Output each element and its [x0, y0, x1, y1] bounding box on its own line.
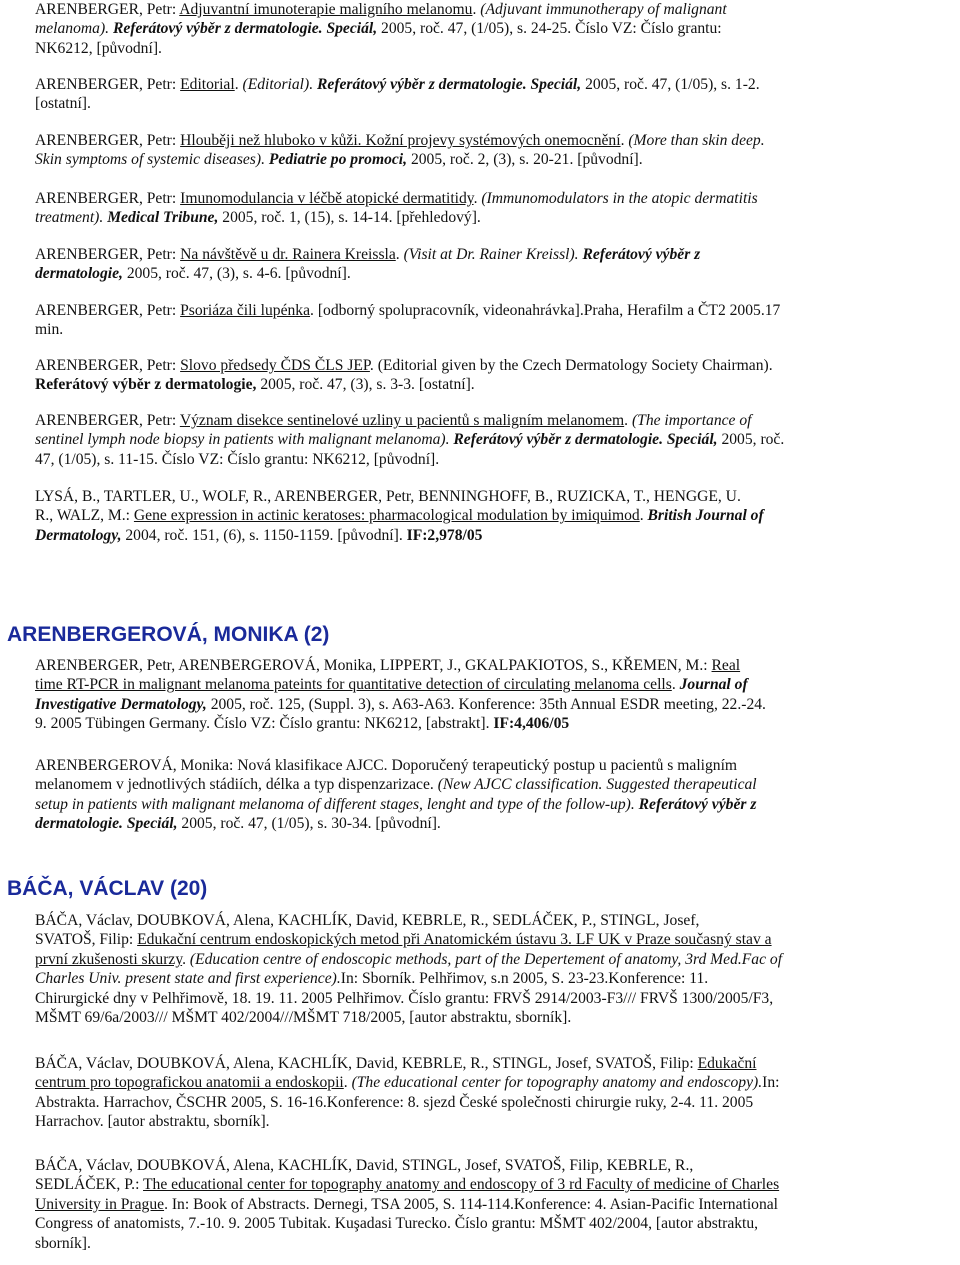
bibliography-entry	[35, 245, 953, 284]
bibliography-entry	[35, 1156, 953, 1253]
journal-name: British Journal of Dermatology,	[35, 507, 764, 544]
entry-text: 2005, roč. 2, (3), s. 20-21. [původní].	[407, 151, 643, 169]
journal-name: Referátový výběr z dermatologie. Speciál,	[112, 20, 378, 38]
title-link[interactable]: Na návštěvě u dr. Rainera Kreissla	[180, 246, 396, 263]
entry-text: 2005, roč. 47, (1/05), s. 11-15. Číslo VZ: Číslo grantu: NK6212, [původní].	[35, 431, 785, 468]
entry-text: ARENBERGER, Petr:	[35, 132, 181, 149]
journal-name: Journal of Investigative Dermatology,	[35, 676, 748, 713]
entry-text: 2005, roč. 47, (3), s. 3-3. [ostatní].	[256, 376, 475, 394]
entry-text: .	[473, 190, 482, 207]
title-link[interactable]: Hlouběji než hluboko v kůži. Kožní projevy systémových onemocnění	[180, 132, 621, 149]
journal-name: Referátový výběr z dermatologie. Speciál,	[35, 795, 757, 833]
english-title: (Education centre of endoscopic methods, part of the Depertement of anatomy, 3rd Med.Fac of Charles Univ. present state and first experience).	[35, 950, 783, 988]
journal-name: Medical Tribune,	[107, 209, 219, 227]
title-link[interactable]: Edukační centrum pro topografickou anatomii a endoskopii	[35, 1055, 757, 1092]
bibliography-entry	[35, 911, 953, 1027]
entry-text: BÁČA, Václav, DOUBKOVÁ, Alena, KACHLÍK, David, KEBRLE, R., SEDLÁČEK, P., STINGL, Josef, SVATOŠ, Filip:	[35, 912, 700, 949]
entry-text: 2005, roč. 47, (1/05), s. 30-34. [původní].	[177, 815, 441, 833]
entry-text: ARENBERGER, Petr:	[35, 190, 181, 207]
entry-text: . (Editorial given by the Czech Dermatology Society Chairman).	[369, 357, 773, 374]
entry-text: ARENBERGER, Petr, ARENBERGEROVÁ, Monika, LIPPERT, J., GKALPAKIOTOS, S., KŘEMEN, M.:	[35, 657, 712, 674]
entry-text: ARENBERGER, Petr:	[35, 357, 181, 374]
bibliography-entry	[35, 487, 953, 545]
entry-text: .	[343, 1074, 352, 1092]
title-link[interactable]: Imunomodulancia v léčbě atopické dermatitidy	[180, 190, 474, 207]
bibliography-entry	[35, 356, 953, 395]
entry-text: .	[639, 507, 648, 525]
title-link[interactable]: Real time RT-PCR in malignant melanoma pateints for quantitative detection of circulating melanoma cells	[35, 657, 741, 694]
entry-text: .	[234, 76, 243, 93]
title-link[interactable]: Gene expression in actinic keratoses: pharmacological modulation by imiquimod	[133, 507, 640, 525]
entry-text: .	[182, 950, 190, 968]
entry-text: .	[472, 1, 481, 18]
entry-text: In: Abstrakta. Harrachov, ČSCHR 2005, S. 16-16.Konference: 8. sjezd České společnosti chirurgie ruky, 2-4. 11. 2005 Harrachov. [autor abstraktu, sborník].	[35, 1074, 780, 1131]
entry-text: 2005, roč. 47, (3), s. 4-6. [původní].	[122, 265, 351, 283]
english-title: (The importance of sentinel lymph node biopsy in patients with malignant melanoma).	[35, 412, 752, 449]
title-link[interactable]: Adjuvantní imunoterapie maligního melanomu	[179, 1, 473, 18]
entry-text: .	[620, 132, 629, 149]
journal-name: Referátový výběr z dermatologie. Speciál,	[317, 76, 582, 93]
entry-text: BÁČA, Václav, DOUBKOVÁ, Alena, KACHLÍK, David, STINGL, Josef, SVATOŠ, Filip, KEBRLE, R., SEDLÁČEK, P.:	[35, 1157, 694, 1194]
english-title: (Visit at Dr. Rainer Kreissl).	[403, 246, 583, 263]
bibliography-entry	[35, 656, 953, 734]
entry-text: In: Sborník. Pelhřimov, s.n 2005, S. 23-23.Konference: 11. Chirurgické dny v Pelhřimově, 18. 19. 11. 2005 Pelhřimov. Číslo grantu: FRVŠ 2914/2003-F3/// FRVŠ 1300/2005/F3, MŠMT 69/6a/2003/// MŠMT 402/2004///MŠMT 718/2005, [autor abstraktu, sborník].	[35, 970, 774, 1027]
entry-text: 2004, roč. 151, (6), s. 1150-1159. [původní].	[121, 526, 407, 544]
bibliography-entry	[35, 301, 953, 340]
title-link[interactable]: Edukační centrum endoskopických metod při Anatomickém ústavu 3. LF UK v Praze současný stav a první zkušenosti skurzy	[35, 931, 772, 968]
entry-text: .	[671, 676, 680, 694]
bold-text: IF:4,406/05	[493, 715, 570, 733]
english-title: (Editorial).	[242, 76, 317, 93]
entry-text: ARENBERGER, Petr:	[35, 412, 180, 429]
entry-text: ARENBERGEROVÁ, Monika: Nová klasifikace AJCC. Doporučený terapeutický postup u pacientů s maligním melanomem v jednotlivých stádiích, délka a typ dispenzarizace.	[35, 757, 738, 794]
bibliography-entry	[35, 411, 953, 469]
bibliography-entry	[35, 75, 953, 114]
journal-name: Referátový výběr z dermatologie. Speciál,	[453, 431, 718, 449]
entry-text: 2005, roč. 47, (1/05), s. 24-25. Číslo VZ: Číslo grantu: NK6212, [původní].	[35, 20, 722, 57]
bibliography-entry	[35, 189, 953, 228]
bold-text: IF:2,978/05	[406, 526, 483, 544]
entry-text: 2005, roč. 1, (15), s. 14-14. [přehledový].	[218, 209, 481, 227]
journal-name: Referátový výběr z dermatologie,	[35, 246, 701, 283]
author-heading: BÁČA, VÁCLAV (20)	[7, 877, 208, 900]
entry-text: ARENBERGER, Petr:	[35, 246, 181, 263]
entry-text: LYSÁ, B., TARTLER, U., WOLF, R., ARENBERGER, Petr, BENNINGHOFF, B., RUZICKA, T., HENGGE, U. R., WALZ, M.:	[35, 488, 741, 525]
title-link[interactable]: Editorial	[180, 76, 235, 93]
author-heading: ARENBERGEROVÁ, MONIKA (2)	[7, 623, 330, 646]
english-title: (The educational center for topography anatomy and endoscopy).	[351, 1074, 763, 1092]
entry-text: ARENBERGER, Petr:	[35, 302, 181, 319]
entry-text: . In: Book of Abstracts. Dernegi, TSA 2005, S. 114-114.Konference: 4. Asian-Pacific International Congress of anatomists, 7.-10. 9. 2005 Tubitak. Kuşadasi Turecko. Číslo grantu: MŠMT 402/2004, [autor abstraktu, sborník].	[35, 1195, 779, 1252]
entry-text: 2005, roč. 125, (Suppl. 3), s. A63-A63. Konference: 35th Annual ESDR meeting, 22.-24. 9. 2005 Tübingen Germany. Číslo VZ: Číslo grantu: NK6212, [abstrakt].	[35, 695, 766, 733]
journal-name: Pediatrie po promoci,	[268, 151, 408, 169]
entry-text: .	[395, 246, 404, 263]
title-link[interactable]: The educational center for topography anatomy and endoscopy of 3 rd Faculty of medicine of Charles University in Prague	[35, 1176, 780, 1213]
entry-text: 2005, roč. 47, (1/05), s. 1-2. [ostatní].	[35, 76, 760, 113]
entry-text: BÁČA, Václav, DOUBKOVÁ, Alena, KACHLÍK, David, KEBRLE, R., STINGL, Josef, SVATOŠ, Filip:	[35, 1055, 698, 1072]
bibliography-entry	[35, 131, 953, 170]
entry-text: .	[624, 412, 632, 429]
english-title: (Adjuvant immunotherapy of malignant melanoma).	[35, 1, 727, 38]
bibliography-entry	[35, 1054, 953, 1132]
bibliography-entry	[35, 0, 953, 58]
english-title: (New AJCC classification. Suggested therapeutical setup in patients with malignant melanoma of different stages, lenght and type of the follow-up).	[35, 776, 757, 813]
entry-text: ARENBERGER, Petr:	[35, 1, 180, 18]
bibliography-entry	[35, 756, 953, 834]
title-link[interactable]: Psoriáza čili lupénka	[180, 302, 311, 319]
title-link[interactable]: Slovo předsedy ČDS ČLS JEP	[180, 357, 370, 374]
english-title: (Immunomodulators in the atopic dermatitis treatment).	[35, 190, 758, 227]
entry-text: ARENBERGER, Petr:	[35, 76, 181, 93]
title-link[interactable]: Význam disekce sentinelové uzliny u pacientů s maligním melanomem	[179, 412, 625, 429]
bold-text: Referátový výběr z dermatologie,	[35, 376, 257, 394]
entry-text: . [odborný spolupracovník, videonahrávka].Praha, Herafilm a ČT2 2005.17 min.	[35, 302, 781, 339]
english-title: (More than skin deep. Skin symptoms of systemic diseases).	[35, 132, 765, 169]
